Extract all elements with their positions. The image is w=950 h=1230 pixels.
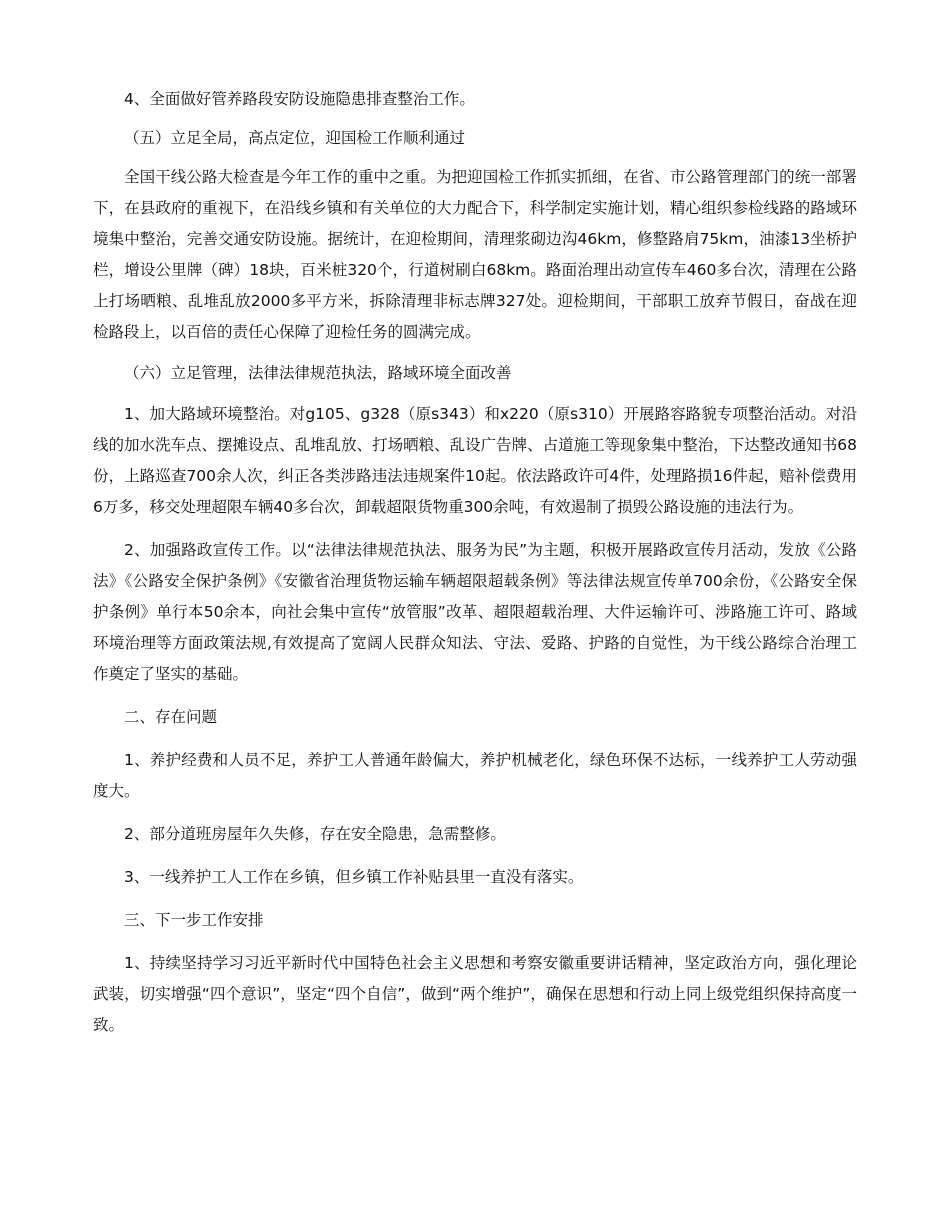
problem-item-3: 3、一线养护工人工作在乡镇，但乡镇工作补贴县里一直没有落实。 [124,868,584,886]
paragraph-inspection: 全国干线公路大检查是今年工作的重中之重。为把迎国检工作抓实抓细，在省、市公路管理部门的统一部署下，在县政府的重视下，在沿线乡镇和有关单位的大力配合下，科学制定实施计划，精心组织参检线路的路域环境集中整治，完善交通安防设施。据统计，在迎检期间，清理浆砌边沟46km，修整路肩75km，油漆13坐桥护栏，增设公里牌（碑）18块，百米桩320个，行道树刷白68km。路面治理出动宣传车460多台次，清理在公路上打场晒粮、乱堆乱放2000多平方米，拆除清理非标志牌327处。迎检期间，干部职工放弃节假日，奋战在迎检路段上，以百倍的责任心保障了迎检任务的圆满完成。 [93,168,857,341]
problem-item-1: 1、养护经费和人员不足，养护工人普通年龄偏大，养护机械老化，绿色环保不达标，一线养护工人劳动强度大。 [93,751,857,800]
paragraph-road-environment: 1、加大路域环境整治。对g105、g328（原s343）和x220（原s310）开展路容路貌专项整治活动。对沿线的加水洗车点、摆摊设点、乱堆乱放、打场晒粮、乱设广告牌、占道施工等现象集中整治，下达整改通知书68份，上路巡查700余人次，纠正各类涉路违法违规案件10起。依法路政许可4件，处理路损16件起，赔补偿费用6万多，移交处理超限车辆40多台次，卸载超限货物重300余吨，有效遏制了损毁公路设施的违法行为。 [93,405,857,516]
next-step-item-1: 1、持续坚持学习习近平新时代中国特色社会主义思想和考察安徽重要讲话精神，坚定政治方向，强化理论武装，切实增强“四个意识”，坚定“四个自信”，做到“两个维护”，确保在思想和行动上同上级党组织保持高度一致。 [93,954,857,1034]
heading-next-steps: 三、下一步工作安排 [124,911,264,929]
section-heading-5: （五）立足全局，高点定位，迎国检工作顺利通过 [124,129,466,147]
heading-problems: 二、存在问题 [124,708,218,726]
problem-item-2: 2、部分道班房屋年久失修，存在安全隐患，急需整修。 [124,825,506,843]
document-body [93,84,857,1041]
section-heading-6: （六）立足管理，法律法律规范执法，路域环境全面改善 [124,364,512,382]
paragraph-item-4: 4、全面做好管养路段安防设施隐患排查整治工作。 [124,90,475,108]
paragraph-publicity: 2、加强路政宣传工作。以“法律法律规范执法、服务为民”为主题，积极开展路政宣传月活动，发放《公路法》《公路安全保护条例》《安徽省治理货物运输车辆超限超载条例》等法律法规宣传单700余份，《公路安全保护条例》单行本50余本，向社会集中宣传“放管服”改革、超限超载治理、大件运输许可、涉路施工许可、路域环境治理等方面政策法规,有效提高了宽阔人民群众知法、守法、爱路、护路的自觉性，为干线公路综合治理工作奠定了坚实的基础。 [93,541,857,683]
